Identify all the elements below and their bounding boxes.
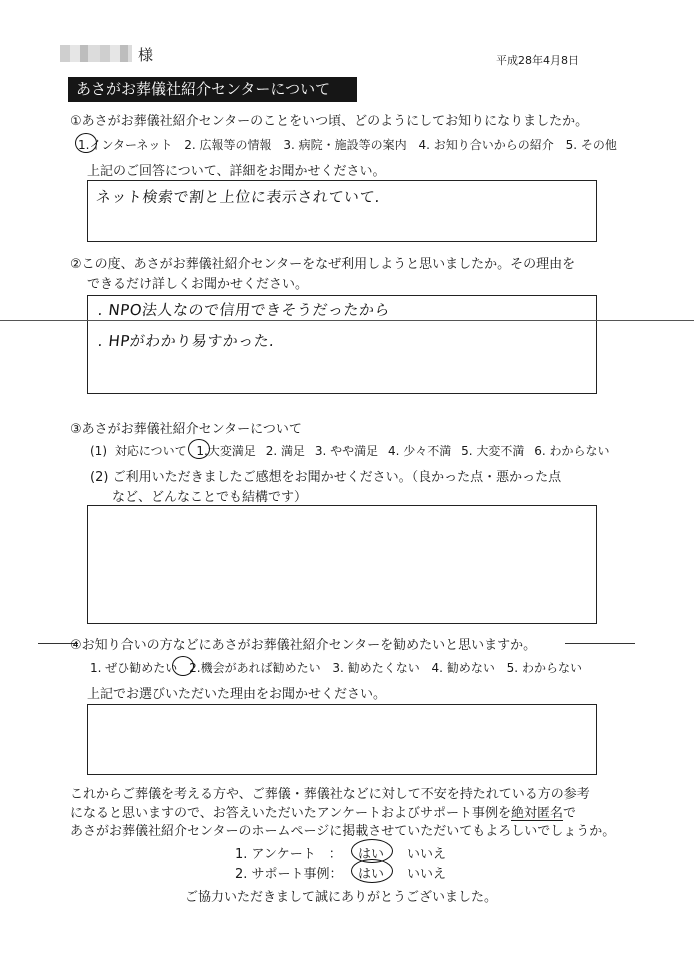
scan-dash-right: [565, 643, 635, 644]
q4-option-2[interactable]: 2.機会があれば勧めたい: [189, 661, 321, 675]
thanks-message: ご協力いただきまして誠にありがとうございました。: [185, 890, 498, 905]
scan-line: [0, 320, 694, 321]
closing-line1: これからご葬儀を考える方や、ご葬儀・葬儀社などに対して不安を持たれている方の参考: [70, 787, 590, 802]
q3-sub2-line2: など、どんなことでも結構です）: [112, 490, 308, 505]
q4-option-1[interactable]: 1. ぜひ勧めたい: [90, 661, 178, 675]
q3-question: ③あさがお葬儀社紹介センターについて: [70, 422, 302, 437]
q4-followup: 上記でお選びいただいた理由をお聞かせください。: [87, 687, 387, 702]
q1-answer-handwriting: ネット検索で割と上位に表示されていて.: [95, 188, 382, 206]
q4-option-4[interactable]: 4. 勧めない: [431, 661, 495, 675]
consent-survey-yes[interactable]: はい: [358, 847, 385, 862]
q1-option-3[interactable]: 3. 病院・施設等の案内: [283, 138, 407, 152]
q1-option-2[interactable]: 2. 広報等の情報: [184, 138, 272, 152]
q3-sub2-line1: (2) ご利用いただきましたご感想をお聞かせください。（良かった点・悪かった点: [90, 470, 562, 485]
q2-question-line1: ②この度、あさがお葬儀社紹介センターをなぜ利用しようと思いましたか。その理由を: [70, 257, 576, 272]
consent-case-no[interactable]: いいえ: [407, 867, 447, 882]
honorific: 様: [138, 46, 154, 64]
consent-survey-no[interactable]: いいえ: [407, 847, 447, 862]
q1-option-4[interactable]: 4. お知り合いからの紹介: [418, 138, 554, 152]
q1-option-5[interactable]: 5. その他: [565, 138, 617, 152]
section-title: あさがお葬儀社紹介センターについて: [68, 77, 357, 102]
q2-answer-line2: . HPがわかり易すかった.: [97, 332, 276, 350]
q3-option-3[interactable]: 3. やや満足: [314, 444, 379, 458]
consent-case-circle: [351, 859, 393, 883]
q2-question-line2: できるだけ詳しくお聞かせください。: [87, 277, 309, 292]
q1-question: ①あさがお葬儀社紹介センターのことをいつ頃、どのようにしてお知りになりましたか。: [70, 114, 589, 129]
q4-options: [90, 659, 582, 676]
closing-line3: あさがお葬儀社紹介センターのホームページに掲載させていただいてもよろしいでしょうか。: [70, 824, 616, 839]
q3-option-6[interactable]: 6. わからない: [534, 444, 610, 458]
q1-option-1[interactable]: 1.インターネット: [78, 138, 173, 152]
document-date: 平成28年4月8日: [496, 54, 579, 67]
q1-selected-circle: [75, 133, 97, 153]
consent-case-label: 2. サポート事例：: [235, 867, 343, 882]
q4-option-3[interactable]: 3. 勧めたくない: [332, 661, 420, 675]
q4-question: ④お知り合いの方などにあさがお葬儀社紹介センターを勧めたいと思いますか。: [70, 638, 537, 653]
q4-selected-circle: [172, 656, 194, 676]
redacted-name: [60, 45, 132, 62]
q3-selected-circle: [188, 439, 210, 459]
q3-option-1[interactable]: 1.大変満足: [196, 444, 256, 458]
q3-option-4[interactable]: 4. 少々不満: [387, 444, 452, 458]
q3-answer-box[interactable]: [87, 505, 597, 624]
q3-option-2[interactable]: 2. 満足: [265, 444, 306, 458]
q2-answer-line1: . NPO法人なので信用できそうだったから: [97, 301, 392, 319]
q3-sub1: (1) 対応について 1.大変満足 2. 満足 3. やや満足 4. 少々不満 5. 大変不満 6. わからない: [90, 444, 610, 458]
q1-followup: 上記のご回答について、詳細をお聞かせください。: [87, 164, 386, 179]
consent-survey-label: 1. アンケート ：: [235, 847, 342, 862]
q3-option-5[interactable]: 5. 大変不満: [461, 444, 525, 458]
q4-answer-box[interactable]: [87, 704, 597, 775]
consent-case-yes[interactable]: はい: [358, 867, 385, 882]
q1-options: [78, 136, 617, 153]
closing-line2: になると思いますので、お答えいただいたアンケートおよびサポート事例を絶対匿名で: [70, 806, 576, 821]
q4-option-5[interactable]: 5. わからない: [506, 661, 582, 675]
